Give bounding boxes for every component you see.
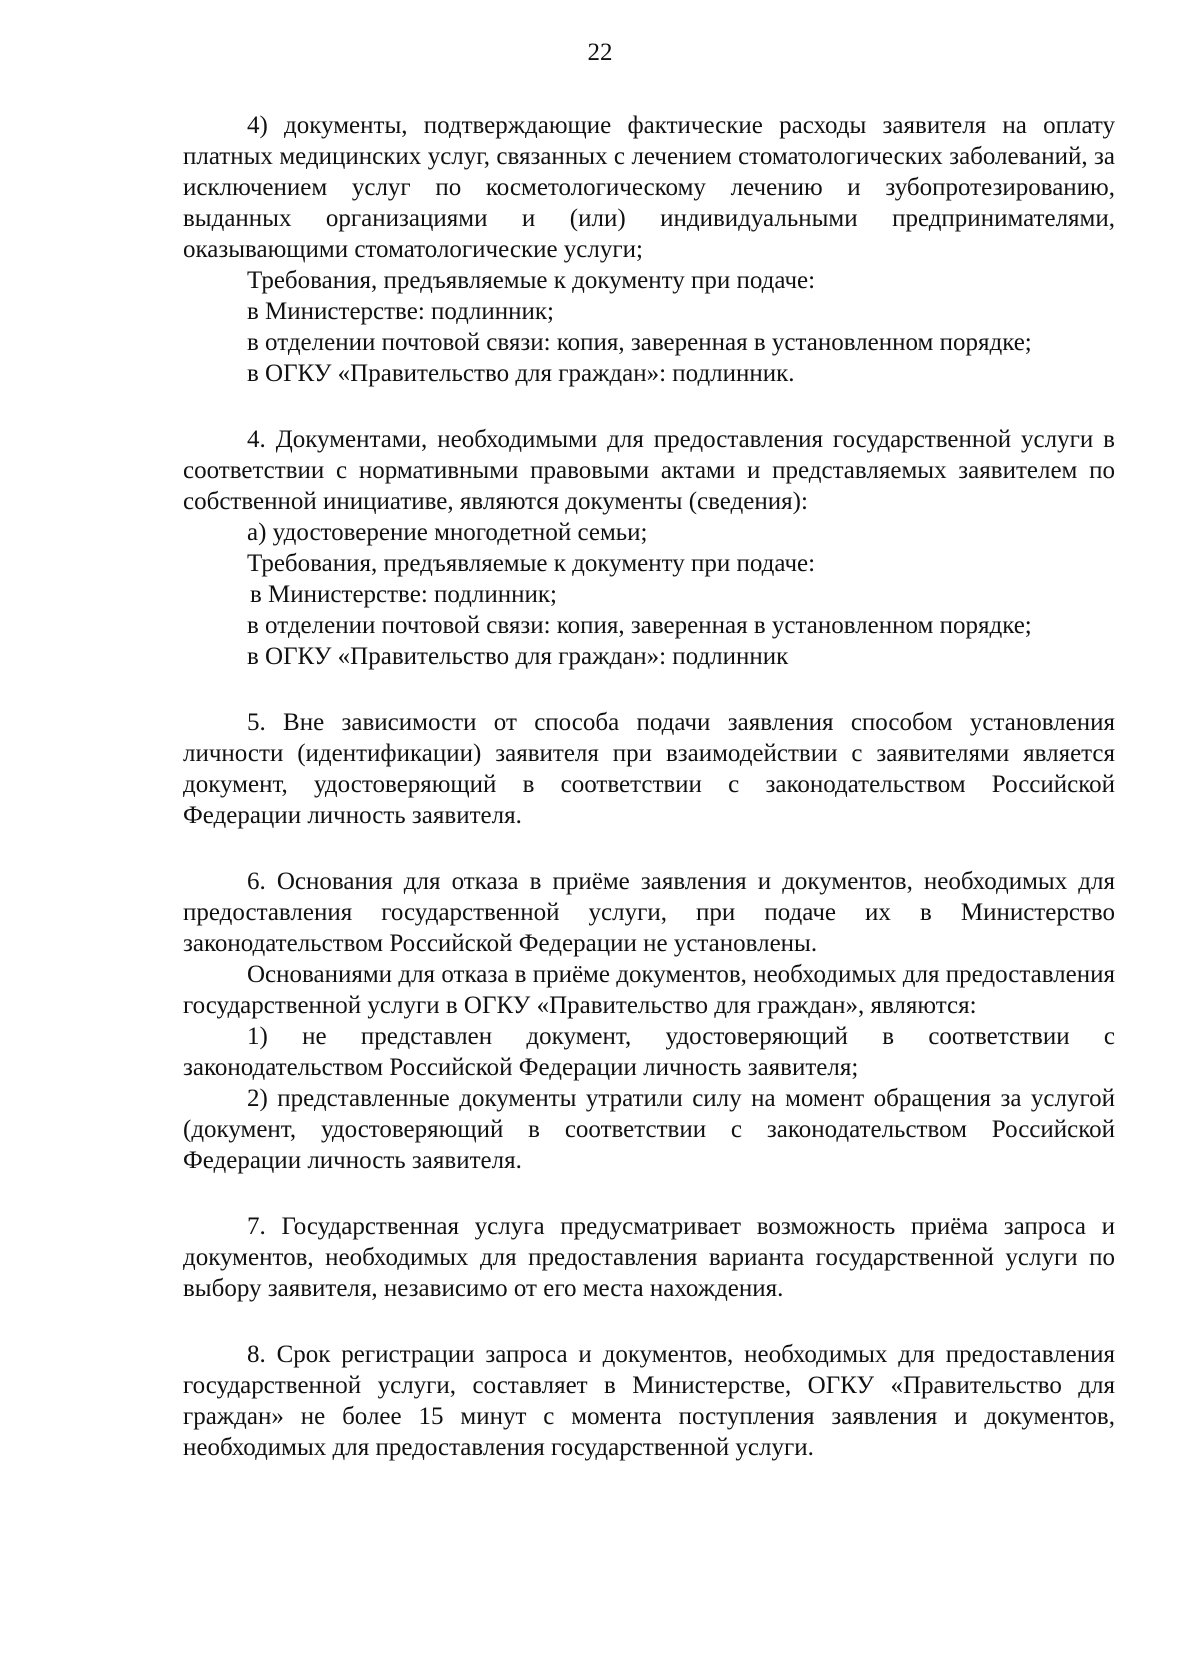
document-body: [183, 110, 1115, 1463]
paragraph-item-4-dental-expenses: 4) документы, подтверждающие фактические расходы заявителя на оплату платных медицинских услуг, связанных с лечением стоматологических заболеваний, за исключением услуг по косметологическому лечению и зубопротезированию, выданных организациями и (или) индивидуальными предпринимателями, оказывающими стоматологические услуги;: [183, 112, 1115, 263]
refusal-ground-1: 1) не представлен документ, удостоверяющий в соответствии с законодательством Российской Федерации личность заявителя;: [183, 1023, 1115, 1081]
paragraph-gap: [183, 1176, 1115, 1211]
paragraph-7-extraterritorial: 7. Государственная услуга предусматривает возможность приёма запроса и документов, необходимых для предоставления варианта государственной услуги по выбору заявителя, независимо от его места нахождения.: [183, 1213, 1115, 1302]
requirement-ministry: в Министерстве: подлинник;: [247, 298, 554, 325]
page-number: 22: [587, 39, 613, 66]
requirement-post-office: в отделении почтовой связи: копия, заверенная в установленном порядке;: [247, 329, 1032, 356]
item-a-large-family-certificate: а) удостоверение многодетной семьи;: [247, 519, 648, 546]
requirement-ministry: в Министерстве: подлинник;: [250, 581, 557, 608]
paragraph-8-registration-term: 8. Срок регистрации запроса и документов, необходимых для предоставления государственной услуги, составляет в Министерстве, ОГКУ «Правительство для граждан» не более 15 минут с момента поступления заявления и документов, необходимых для предоставления государственной услуги.: [183, 1341, 1115, 1461]
paragraph-refusal-grounds-ogku: Основаниями для отказа в приёме документов, необходимых для предоставления государственной услуги в ОГКУ «Правительство для граждан», являются:: [183, 961, 1115, 1019]
requirements-heading: Требования, предъявляемые к документу при подаче:: [247, 267, 816, 294]
requirement-ogku: в ОГКУ «Правительство для граждан»: подлинник: [247, 643, 789, 670]
paragraph-5-identification: 5. Вне зависимости от способа подачи заявления способом установления личности (идентификации) заявителя при взаимодействии с заявителями является документ, удостоверяющий в соответствии с законодательством Российской Федерации личность заявителя.: [183, 709, 1115, 829]
requirement-ogku: в ОГКУ «Правительство для граждан»: подлинник.: [247, 360, 795, 387]
paragraph-4-own-initiative-documents: 4. Документами, необходимыми для предоставления государственной услуги в соответствии с нормативными правовыми актами и представляемых заявителем по собственной инициативе, являются документы (сведения):: [183, 426, 1115, 515]
paragraph-gap: [183, 389, 1115, 424]
requirement-post-office: в отделении почтовой связи: копия, заверенная в установленном порядке;: [247, 612, 1032, 639]
requirements-heading: Требования, предъявляемые к документу при подаче:: [247, 550, 816, 577]
paragraph-gap: [183, 1304, 1115, 1339]
paragraph-6-refusal-ministry: 6. Основания для отказа в приёме заявления и документов, необходимых для предоставления государственной услуги, при подаче их в Министерство законодательством Российской Федерации не установлены.: [183, 868, 1115, 957]
refusal-ground-2: 2) представленные документы утратили силу на момент обращения за услугой (документ, удостоверяющий в соответствии с законодательством Российской Федерации личность заявителя.: [183, 1085, 1115, 1174]
paragraph-gap: [183, 672, 1115, 707]
paragraph-gap: [183, 831, 1115, 866]
